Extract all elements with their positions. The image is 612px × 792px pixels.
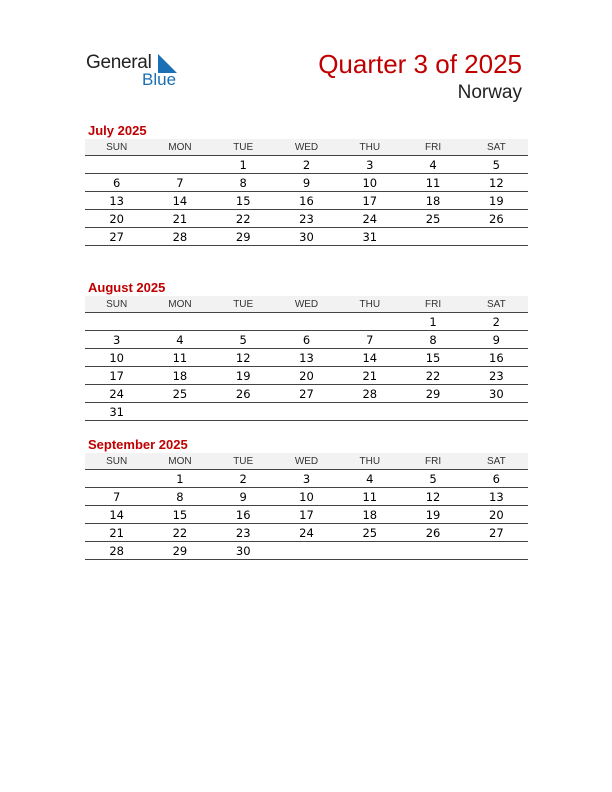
day-cell — [275, 542, 338, 560]
logo-text-blue: Blue — [142, 70, 177, 89]
week-row — [85, 192, 528, 210]
day-cell: 28 — [148, 228, 211, 246]
day-cell: 14 — [85, 506, 148, 524]
day-cell: 24 — [85, 385, 148, 403]
calendar-table — [85, 453, 528, 560]
day-cell: 30 — [465, 385, 528, 403]
weekday-header: THU — [338, 453, 401, 470]
weekday-header: THU — [338, 296, 401, 313]
day-cell: 3 — [275, 470, 338, 488]
month-september — [85, 436, 528, 560]
day-cell — [148, 403, 211, 421]
day-cell: 16 — [275, 192, 338, 210]
day-cell: 30 — [212, 542, 275, 560]
day-cell: 15 — [212, 192, 275, 210]
day-cell: 1 — [148, 470, 211, 488]
day-cell: 17 — [275, 506, 338, 524]
day-cell: 5 — [401, 470, 464, 488]
day-cell: 4 — [401, 156, 464, 174]
week-row — [85, 331, 528, 349]
day-cell — [85, 470, 148, 488]
day-cell: 2 — [212, 470, 275, 488]
day-cell: 10 — [85, 349, 148, 367]
day-cell: 25 — [148, 385, 211, 403]
weekday-header: SAT — [465, 139, 528, 156]
day-cell — [465, 228, 528, 246]
day-cell: 17 — [85, 367, 148, 385]
day-cell: 6 — [465, 470, 528, 488]
day-cell: 20 — [465, 506, 528, 524]
day-cell — [212, 313, 275, 331]
day-cell: 9 — [275, 174, 338, 192]
day-cell — [275, 403, 338, 421]
day-cell: 8 — [212, 174, 275, 192]
day-cell: 22 — [148, 524, 211, 542]
weekday-header: FRI — [401, 296, 464, 313]
day-cell: 22 — [401, 367, 464, 385]
week-row — [85, 385, 528, 403]
day-cell: 26 — [465, 210, 528, 228]
day-cell: 18 — [401, 192, 464, 210]
day-cell: 16 — [212, 506, 275, 524]
day-cell: 27 — [275, 385, 338, 403]
weekday-header: TUE — [212, 453, 275, 470]
day-cell: 27 — [85, 228, 148, 246]
day-cell: 1 — [401, 313, 464, 331]
day-cell: 4 — [338, 470, 401, 488]
day-cell: 22 — [212, 210, 275, 228]
weekday-header: FRI — [401, 139, 464, 156]
day-cell: 18 — [338, 506, 401, 524]
day-cell: 12 — [212, 349, 275, 367]
day-cell: 4 — [148, 331, 211, 349]
day-cell: 28 — [85, 542, 148, 560]
day-cell: 13 — [275, 349, 338, 367]
generalblue-logo — [86, 52, 186, 92]
day-cell: 12 — [401, 488, 464, 506]
day-cell: 30 — [275, 228, 338, 246]
week-row — [85, 156, 528, 174]
week-row — [85, 403, 528, 421]
day-cell: 15 — [401, 349, 464, 367]
month-title: August 2025 — [88, 280, 166, 295]
week-row — [85, 210, 528, 228]
page-title: Quarter 3 of 2025 — [318, 49, 522, 79]
day-cell — [275, 313, 338, 331]
day-cell: 23 — [212, 524, 275, 542]
day-cell — [148, 156, 211, 174]
weekday-header: TUE — [212, 296, 275, 313]
weekday-header-row — [85, 139, 528, 156]
day-cell: 26 — [401, 524, 464, 542]
day-cell: 21 — [338, 367, 401, 385]
day-cell: 24 — [275, 524, 338, 542]
day-cell: 31 — [338, 228, 401, 246]
logo-text-general: General — [86, 52, 152, 73]
day-cell: 21 — [148, 210, 211, 228]
day-cell: 7 — [148, 174, 211, 192]
weekday-header: WED — [275, 453, 338, 470]
day-cell: 25 — [401, 210, 464, 228]
day-cell: 26 — [212, 385, 275, 403]
day-cell: 20 — [275, 367, 338, 385]
day-cell: 11 — [148, 349, 211, 367]
day-cell: 29 — [148, 542, 211, 560]
month-august — [85, 279, 528, 421]
month-july — [85, 122, 528, 246]
day-cell: 29 — [401, 385, 464, 403]
day-cell: 11 — [338, 488, 401, 506]
day-cell: 23 — [465, 367, 528, 385]
week-row — [85, 228, 528, 246]
day-cell — [401, 403, 464, 421]
day-cell — [212, 403, 275, 421]
weekday-header: TUE — [212, 139, 275, 156]
weekday-header-row — [85, 296, 528, 313]
day-cell: 9 — [465, 331, 528, 349]
day-cell: 13 — [85, 192, 148, 210]
day-cell — [85, 156, 148, 174]
day-cell — [338, 313, 401, 331]
day-cell: 16 — [465, 349, 528, 367]
calendar-table — [85, 296, 528, 421]
weekday-header: SUN — [85, 453, 148, 470]
day-cell — [465, 542, 528, 560]
day-cell: 10 — [338, 174, 401, 192]
day-cell: 31 — [85, 403, 148, 421]
calendar-table — [85, 139, 528, 246]
day-cell: 5 — [465, 156, 528, 174]
weekday-header: MON — [148, 453, 211, 470]
day-cell: 14 — [148, 192, 211, 210]
week-row — [85, 524, 528, 542]
day-cell: 14 — [338, 349, 401, 367]
day-cell: 1 — [212, 156, 275, 174]
day-cell — [85, 313, 148, 331]
day-cell: 9 — [212, 488, 275, 506]
day-cell: 7 — [338, 331, 401, 349]
day-cell: 27 — [465, 524, 528, 542]
day-cell: 19 — [401, 506, 464, 524]
day-cell: 13 — [465, 488, 528, 506]
day-cell — [401, 542, 464, 560]
country-name: Norway — [457, 82, 522, 103]
day-cell: 25 — [338, 524, 401, 542]
weekday-header: WED — [275, 139, 338, 156]
day-cell: 24 — [338, 210, 401, 228]
weekday-header: SUN — [85, 296, 148, 313]
day-cell: 29 — [212, 228, 275, 246]
day-cell: 12 — [465, 174, 528, 192]
weekday-header: MON — [148, 139, 211, 156]
day-cell: 6 — [85, 174, 148, 192]
week-row — [85, 542, 528, 560]
week-row — [85, 506, 528, 524]
weekday-header: MON — [148, 296, 211, 313]
weekday-header: WED — [275, 296, 338, 313]
day-cell: 17 — [338, 192, 401, 210]
day-cell: 23 — [275, 210, 338, 228]
weekday-header: THU — [338, 139, 401, 156]
day-cell: 20 — [85, 210, 148, 228]
week-row — [85, 488, 528, 506]
month-title: September 2025 — [88, 437, 188, 452]
week-row — [85, 470, 528, 488]
day-cell: 28 — [338, 385, 401, 403]
week-row — [85, 367, 528, 385]
day-cell: 18 — [148, 367, 211, 385]
week-row — [85, 349, 528, 367]
day-cell: 2 — [465, 313, 528, 331]
day-cell — [338, 403, 401, 421]
day-cell: 2 — [275, 156, 338, 174]
day-cell: 7 — [85, 488, 148, 506]
day-cell: 5 — [212, 331, 275, 349]
weekday-header: SUN — [85, 139, 148, 156]
day-cell: 11 — [401, 174, 464, 192]
day-cell: 19 — [465, 192, 528, 210]
day-cell: 19 — [212, 367, 275, 385]
weekday-header-row — [85, 453, 528, 470]
day-cell: 6 — [275, 331, 338, 349]
week-row — [85, 174, 528, 192]
day-cell — [148, 313, 211, 331]
weekday-header: SAT — [465, 296, 528, 313]
day-cell — [465, 403, 528, 421]
day-cell — [338, 542, 401, 560]
day-cell: 21 — [85, 524, 148, 542]
day-cell: 3 — [338, 156, 401, 174]
month-title: July 2025 — [88, 123, 147, 138]
week-row — [85, 313, 528, 331]
day-cell: 15 — [148, 506, 211, 524]
weekday-header: SAT — [465, 453, 528, 470]
day-cell: 8 — [148, 488, 211, 506]
weekday-header: FRI — [401, 453, 464, 470]
day-cell: 10 — [275, 488, 338, 506]
day-cell: 3 — [85, 331, 148, 349]
day-cell — [401, 228, 464, 246]
day-cell: 8 — [401, 331, 464, 349]
